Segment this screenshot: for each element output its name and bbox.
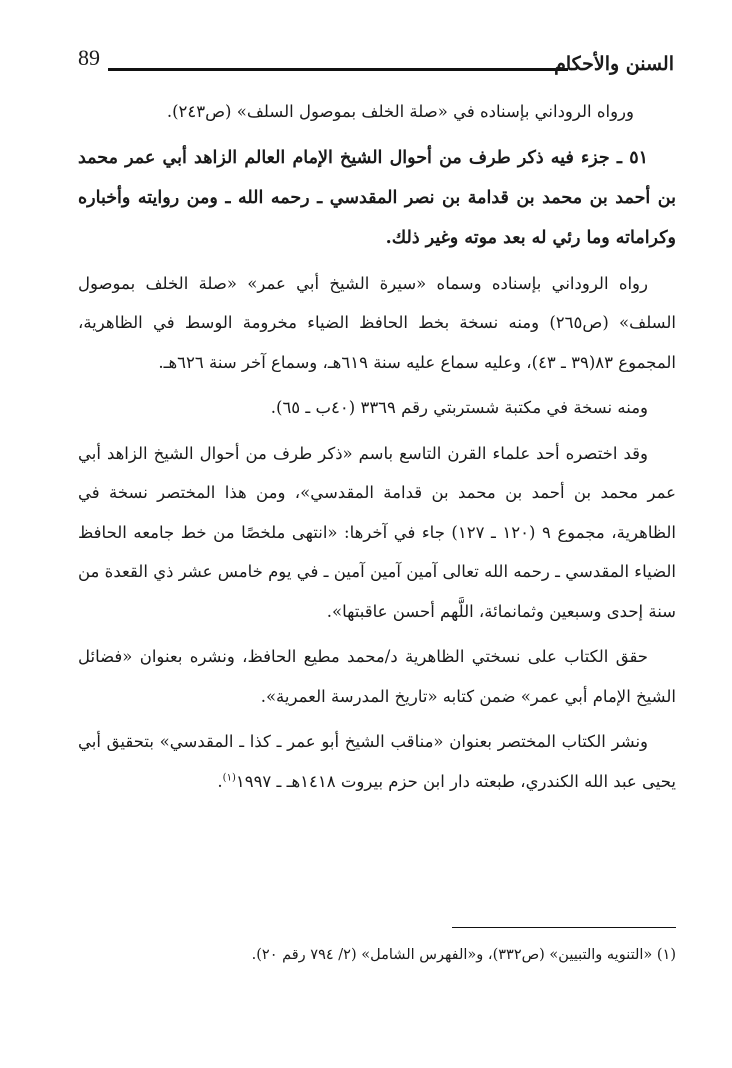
page-number: 89 <box>78 45 100 70</box>
paragraph-end: . <box>217 771 223 791</box>
header-rule <box>108 68 568 71</box>
paragraph: وقد اختصره أحد علماء القرن التاسع باسم «ذكر طرف من أحوال الشيخ الزاهد أبي عمر محمد بن أحمد بن محمد بن قدامة المقدسي»، ومن هذا المختصر نسخة في الظاهرية، مجموع ٩ (١٢٠ ـ ١٢٧) جاء في آخرها: «انتهى ملخصًا من خط جامعه الحافظ الضياء المقدسي ـ رحمه الله تعالى آمين آمين آمين ـ في يوم خامس عشر ذي القعدة من سنة إحدى وسبعين وثمانمائة، اللَّهم أحسن عاقبتها». <box>78 443 677 621</box>
paragraph: ورواه الروداني بإسناده في «صلة الخلف بموصول السلف» (ص٢٤٣). <box>166 102 634 121</box>
main-text <box>78 92 676 807</box>
footnote-reference[interactable]: (١) <box>222 772 236 783</box>
paragraph-text: ونشر الكتاب المختصر بعنوان «مناقب الشيخ أبو عمر ـ كذا ـ المقدسي» بتحقيق أبي يحيى عبد الله الكندري، طبعته دار ابن حزم بيروت ١٤١٨هـ ـ ١٩٩٧ <box>78 732 676 791</box>
running-title: السنن والأحكام <box>554 53 674 75</box>
page-header <box>78 44 674 84</box>
paragraph: حقق الكتاب على نسختي الظاهرية د/محمد مطيع الحافظ، ونشره بعنوان «فضائل الشيخ الإمام أبي عمر» ضمن كتابه «تاريخ المدرسة العمرية». <box>78 647 676 706</box>
paragraph: رواه الروداني بإسناده وسماه «سيرة الشيخ أبي عمر» «صلة الخلف بموصول السلف» (ص٢٦٥) ومنه نسخة بخط الحافظ الضياء مخرومة الوسط في الظاهرية، المجموع ٨٣(٣٩ ـ ٤٣)، وعليه سماع عليه سنة ٦١٩هـ، وسماع آخر سنة ٦٢٦هـ. <box>78 273 676 372</box>
footnote: (١) «التنويه والتبيين» (ص٣٣٢)، و«الفهرس الشامل» (٢/ ٧٩٤ رقم ٢٠). <box>251 947 676 963</box>
footnote-separator <box>452 927 676 928</box>
paragraph <box>78 722 676 801</box>
paragraph: ومنه نسخة في مكتبة شستربتي رقم ٣٣٦٩ (٤٠ب ـ ٦٥). <box>270 398 648 417</box>
entry-heading: ٥١ ـ جزء فيه ذكر طرف من أحوال الشيخ الإمام العالم الزاهد أبي عمر محمد بن أحمد بن محمد بن قدامة بن نصر المقدسي ـ رحمه الله ـ ومن روايته وأخباره وكراماته وما رئي له بعد موته وغير ذلك. <box>78 147 676 248</box>
